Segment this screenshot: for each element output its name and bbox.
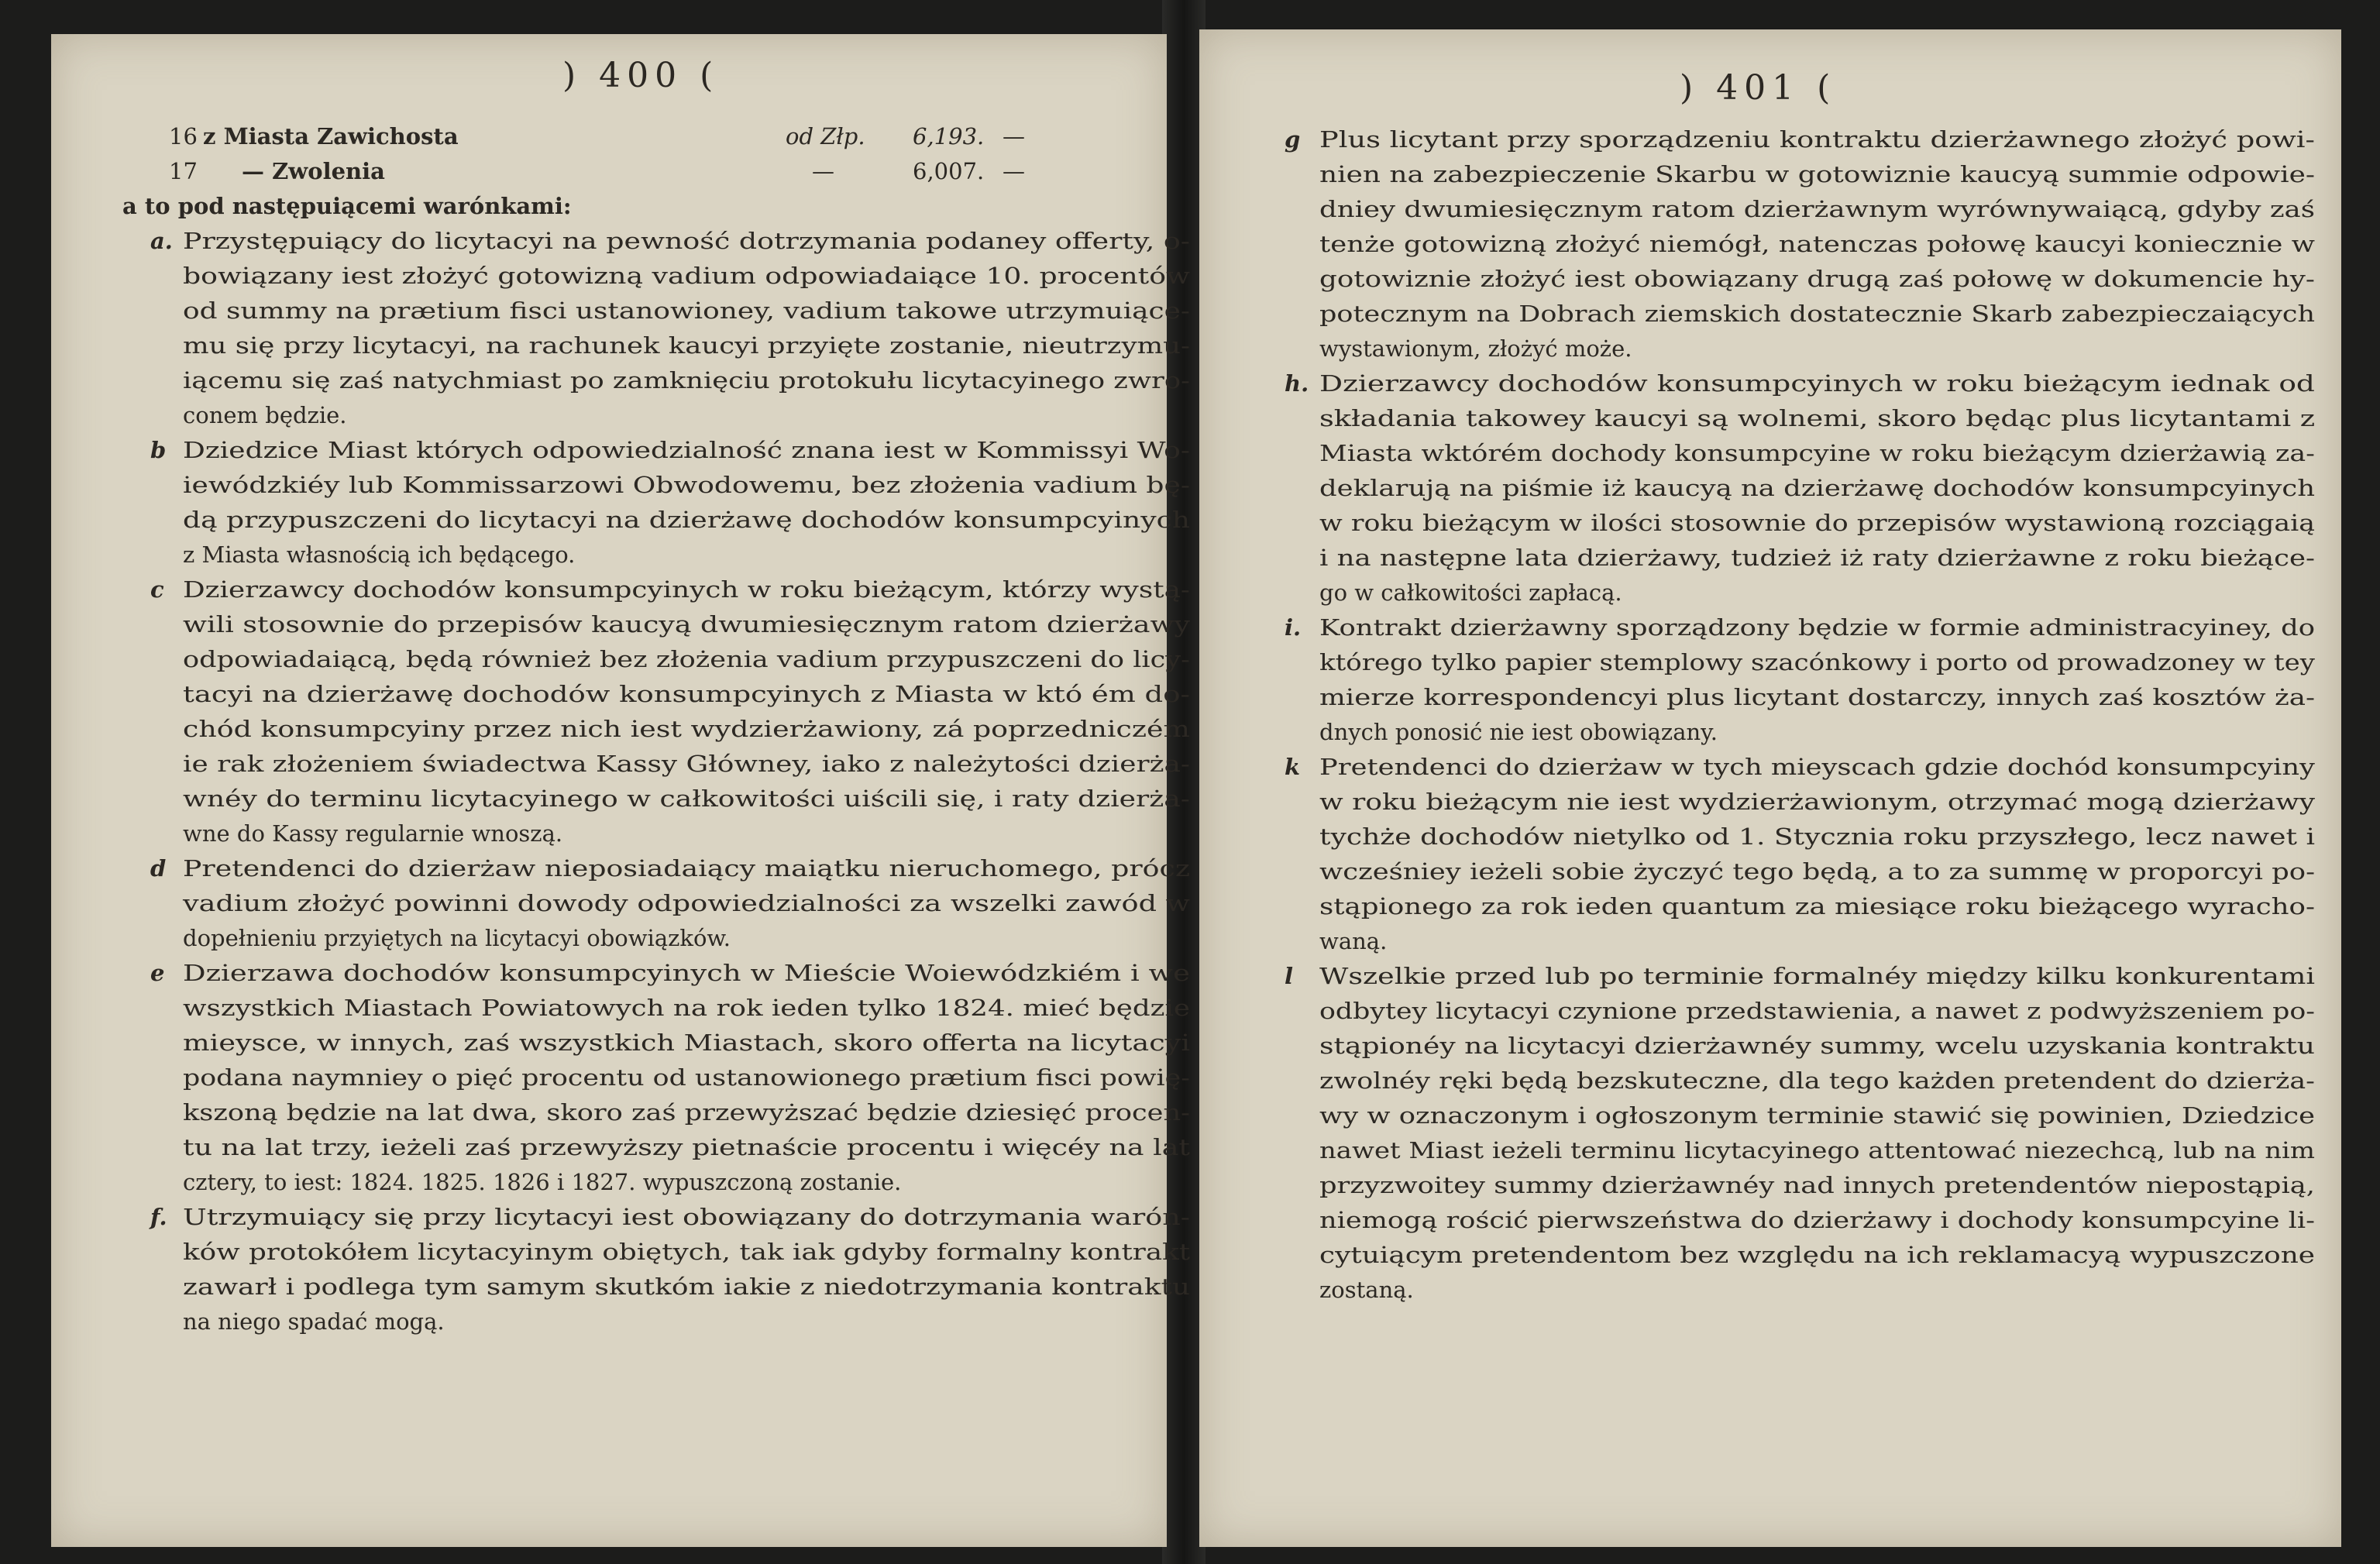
line-text: mierze korrespondencyi plus licytant dostarczy, innych zaś kosztów ża- (1319, 684, 2316, 710)
text-line (1199, 1133, 2341, 1168)
item-marker: i. (1285, 614, 1302, 641)
line-text: z Miasta własnością ich będącego. (183, 541, 576, 568)
text-line (51, 1200, 1191, 1235)
line-text: cztery, to iest: 1824. 1825. 1826 i 1827. wypuszczoną zostanie. (183, 1169, 902, 1195)
text-line (1199, 541, 2341, 576)
text-line (1199, 1098, 2341, 1133)
line-text: Utrzymuiący się przy licytacyi iest obowiązany do dotrzymania warón- (183, 1204, 1191, 1230)
line-text: od summy na prætium fisci ustanowioney, vadium takowe utrzymuiące- (183, 297, 1191, 324)
text-line (1199, 820, 2341, 854)
text-line (1199, 401, 2341, 436)
item-marker: g (1285, 126, 1301, 153)
line-text: wszystkich Miastach Powiatowych na rok ieden tylko 1824. mieć będzie (183, 995, 1190, 1021)
line-text: Wszelkie przed lub po terminie formalnéy między kilku konkurentami (1319, 963, 2316, 989)
row-label: od Złp. (786, 123, 865, 150)
line-text: podana naymniey o pięć procentu od ustanowionego prætium fisci powię- (183, 1064, 1190, 1091)
item-marker: a. (150, 228, 173, 254)
text-line (51, 294, 1191, 328)
line-text: zawarł i podlega tym samym skutkóm iakie z niedotrzymania kontraktu (183, 1274, 1191, 1300)
line-text: potecznym na Dobrach ziemskich dostatecznie Skarb zabezpieczaiących (1319, 301, 2316, 327)
line-text: mieysce, w innych, zaś wszystkich Miastach, skoro offerta na licytacyi (183, 1029, 1191, 1056)
intro-line (51, 189, 1167, 224)
text-line (51, 816, 1167, 851)
text-line (1199, 157, 2341, 192)
line-text: wnéy do terminu licytacyinego w całkowitości uiścili się, i raty dzierża- (183, 785, 1191, 812)
text-line (51, 642, 1190, 677)
text-line (51, 328, 1191, 363)
line-text: iewódzkiéy lub Kommissarzowi Obwodowemu, bez złożenia vadium bę- (183, 472, 1190, 498)
text-line (51, 224, 1190, 259)
text-line (51, 468, 1190, 503)
line-text: dopełnieniu przyiętych na licytacyi obowiązków. (183, 925, 731, 951)
text-line (1199, 854, 2341, 889)
text-line (51, 956, 1190, 991)
text-line (51, 1060, 1190, 1095)
line-text: tu na lat trzy, ieżeli zaś przewyższy pietnaście procentu i więcéy na lat (183, 1134, 1191, 1160)
text-line (51, 1304, 1167, 1339)
line-text: tacyi na dzierżawę dochodów konsumpcyinych z Miasta w któ ém do- (183, 681, 1190, 707)
text-line (51, 503, 1190, 538)
text-line (1199, 192, 2341, 227)
item-marker: h. (1285, 370, 1309, 397)
left-items (51, 224, 1191, 1339)
text-line (1199, 610, 2341, 645)
item-marker: c (150, 576, 164, 603)
line-text: nawet Miast ieżeli terminu licytacyinego attentować niezechcą, lub na nim (1319, 1137, 2315, 1164)
line-text: Dziedzice Miast których odpowiedzialność znana iest w Kommissyi Wo- (183, 437, 1190, 463)
row-dash: — (1003, 123, 1025, 150)
line-text: nien na zabezpieczenie Skarbu w gotowiznie kaucyą summie odpowie- (1319, 161, 2316, 187)
text-line (1199, 471, 2341, 506)
text-line (51, 782, 1191, 816)
right-page-text (1199, 122, 2341, 1308)
line-text: Plus licytant przy sporządzeniu kontraktu dzierżawnego złożyć powi- (1319, 126, 2315, 153)
line-text: gotowiznie złożyć iest obowiązany drugą zaś połowę w dokumencie hy- (1319, 266, 2315, 292)
line-text: stąpionéy na licytacyi dzierżawnéy summy, wcelu uzyskania kontraktu (1319, 1033, 2315, 1059)
intro-text: a to pod następuiącemi warónkami: (122, 193, 572, 219)
item-marker: l (1285, 963, 1294, 989)
line-text: wcześniey ieżeli sobie życzyć tego będą, a to za summę w proporcyi po- (1319, 858, 2316, 885)
line-text: Dzierzawcy dochodów konsumpcyinych w roku bieżącym iednak od (1319, 370, 2315, 397)
text-line (1199, 994, 2341, 1029)
line-text: dniey dwumiesięcznym ratom dzierżawnym wyrównywaiącą, gdyby zaś (1319, 196, 2316, 222)
text-line (1199, 297, 2341, 332)
line-text: Pretendenci do dzierżaw w tych mieyscach gdzie dochód konsumpcyiny (1319, 754, 2315, 780)
text-line (1199, 645, 2341, 680)
row-amount: 6,193. (913, 123, 985, 150)
item-marker: b (150, 437, 167, 463)
text-line (51, 1270, 1191, 1304)
line-text: zwolnéy ręki będą bezskuteczne, dla tego każden pretendent do dzierża- (1319, 1067, 2315, 1094)
text-line (51, 259, 1190, 294)
text-line (51, 712, 1190, 747)
line-text: iącemu się zaś natychmiast po zamknięciu protokułu licytacyinego zwro- (183, 367, 1190, 394)
line-text: mu się przy licytacyi, na rachunek kaucyi przyięte zostanie, nieutrzymu- (183, 332, 1191, 359)
text-line (1199, 959, 2341, 994)
line-text: tenże gotowizną złożyć niemógł, natenczas połowę kaucyi koniecznie w (1319, 231, 2316, 257)
text-line (1199, 889, 2341, 924)
text-line (1199, 750, 2341, 785)
line-text: odbytey licytacyi czynione przedstawienia, a nawet z podwyższeniem po- (1319, 998, 2316, 1024)
right-page (1199, 29, 2341, 1547)
line-text: którego tylko papier stemplowy szacónkowy i porto od prowadzoney w tey (1319, 649, 2315, 675)
line-text: Dzierzawa dochodów konsumpcyinych w Mieście Woiewódzkiém i we (183, 960, 1190, 986)
line-text: cytuiącym pretendentom bez względu na ich reklamacyą wypuszczone (1319, 1242, 2316, 1268)
text-line (51, 572, 1191, 607)
row-amount: 6,007. (913, 158, 985, 184)
line-text: stąpionego za rok ieden quantum za miesiące roku bieżącego wyracho- (1319, 893, 2315, 919)
page-number: ) 401 ( (1680, 68, 1837, 108)
text-line (51, 1235, 1191, 1270)
line-text: ków protokółem licytacyinym obiętych, tak iak gdyby formalny kontrakt (183, 1239, 1191, 1265)
line-text: tychże dochodów nietylko od 1. Stycznia roku przyszłego, lecz nawet i (1319, 823, 2316, 850)
header-row (51, 154, 1167, 189)
line-text: odpowiadaiącą, będą również bez złożenia vadium przypuszczeni do licy- (183, 646, 1190, 672)
line-text: conem będzie. (183, 402, 347, 428)
header-row (51, 119, 1167, 154)
item-marker: f. (150, 1204, 167, 1230)
text-line (1199, 436, 2341, 471)
line-text: składania takowey kaucyi są wolnemi, skoro będąc plus licytantami z (1319, 405, 2316, 431)
line-text: na niego spadać mogą. (183, 1308, 445, 1335)
line-text: vadium złożyć powinni dowody odpowiedzialności za wszelki zawód w (183, 890, 1190, 916)
line-text: wili stosownie do przepisów kaucyą dwumiesięcznym ratom dzierżawy (183, 611, 1190, 638)
line-text: przyzwoitey summy dzierżawnéy nad innych pretendentów niepostąpią, (1319, 1172, 2315, 1198)
line-text: wystawionym, złożyć może. (1319, 335, 1632, 362)
text-line (51, 363, 1190, 398)
left-page (51, 34, 1191, 1547)
left-page-text (51, 119, 1191, 1339)
line-text: Przystępuiący do licytacyi na pewność dotrzymania podaney offerty, o- (183, 228, 1190, 254)
text-line (1199, 332, 2341, 366)
text-line (51, 607, 1190, 642)
line-text: niemogą rościć pierwszeństwa do dzierżawy i dochody konsumpcyine li- (1319, 1207, 2315, 1233)
line-text: wne do Kassy regularnie wnoszą. (183, 820, 563, 847)
row-label: — (812, 158, 834, 184)
text-line (1199, 924, 2341, 959)
text-line (1199, 1273, 2341, 1308)
row-dash: — (1003, 158, 1025, 184)
text-line (51, 677, 1190, 712)
text-line (51, 851, 1190, 886)
line-text: wy w oznaczonym i ogłoszonym terminie stawić się powinien, Dziedzice (1319, 1102, 2316, 1129)
item-marker: d (150, 855, 167, 882)
text-line (1199, 1064, 2341, 1098)
line-text: zostaną. (1319, 1277, 1414, 1303)
line-text: ie rak złożeniem świadectwa Kassy Główney, iako z należytości dzierża- (183, 751, 1190, 777)
line-text: dnych ponosić nie iest obowiązany. (1319, 719, 1718, 745)
text-line (1199, 506, 2341, 541)
text-line (51, 1130, 1191, 1165)
line-text: w roku bieżącym nie iest wydzierżawionym, otrzymać mogą dzierżawy (1319, 789, 2316, 815)
line-text: chód konsumpcyiny przez nich iest wydzierżawiony, zá poprzedniczém (183, 716, 1190, 742)
line-text: w roku bieżącym w ilości stosownie do przepisów wystawioną rozciągaią (1319, 510, 2316, 536)
line-text: Pretendenci do dzierżaw nieposiadaiący maiątku nieruchomego, prócz (183, 855, 1190, 882)
text-line (51, 886, 1190, 921)
right-items (1199, 122, 2341, 1308)
text-line (51, 398, 1167, 433)
line-text: Dzierzawcy dochodów konsumpcyinych w roku bieżącym, którzy wystą- (183, 576, 1191, 603)
text-line (1199, 366, 2341, 401)
text-line (1199, 680, 2341, 715)
text-line (1199, 227, 2341, 262)
text-line (51, 921, 1167, 956)
text-line (1199, 262, 2341, 297)
line-text: bowiązany iest złożyć gotowizną vadium odpowiadaiące 10. procentów (183, 263, 1190, 289)
text-line (1199, 1029, 2341, 1064)
text-line (51, 1165, 1167, 1200)
text-line (1199, 1203, 2341, 1238)
row-place: z Miasta Zawichosta (203, 123, 459, 150)
line-text: dą przypuszczeni do licytacyi na dzierżawę dochodów konsumpcyinych (183, 507, 1190, 533)
item-marker: e (150, 960, 165, 986)
line-text: Kontrakt dzierżawny sporządzony będzie w formie administracyiney, do (1319, 614, 2315, 641)
line-text: deklarują na piśmie iż kaucyą na dzierżawę dochodów konsumpcyinych (1319, 475, 2316, 501)
text-line (1199, 785, 2341, 820)
line-text: kszoną będzie na lat dwa, skoro zaś przewyższać będzie dziesięć procen- (183, 1099, 1190, 1126)
text-line (1199, 715, 2341, 750)
row-number: 16 (169, 123, 198, 150)
text-line (51, 991, 1190, 1026)
row-place: — Zwolenia (242, 158, 385, 184)
text-line (51, 1095, 1190, 1130)
text-line (51, 433, 1190, 468)
line-text: waną. (1319, 928, 1388, 954)
text-line (51, 747, 1190, 782)
text-line (1199, 122, 2341, 157)
text-line (51, 1026, 1191, 1060)
text-line (51, 538, 1167, 572)
text-line (1199, 1168, 2341, 1203)
item-marker: k (1285, 754, 1301, 780)
line-text: i na następne lata dzierżawy, tudzież iż raty dzierżawne z roku bieżące- (1319, 545, 2315, 571)
line-text: go w całkowitości zapłacą. (1319, 579, 1622, 606)
line-text: Miasta wktórém dochody konsumpcyine w roku bieżącym dzierżawią za- (1319, 440, 2315, 466)
text-line (1199, 576, 2341, 610)
page-number: ) 400 ( (562, 56, 720, 95)
text-line (1199, 1238, 2341, 1273)
row-number: 17 (169, 158, 198, 184)
